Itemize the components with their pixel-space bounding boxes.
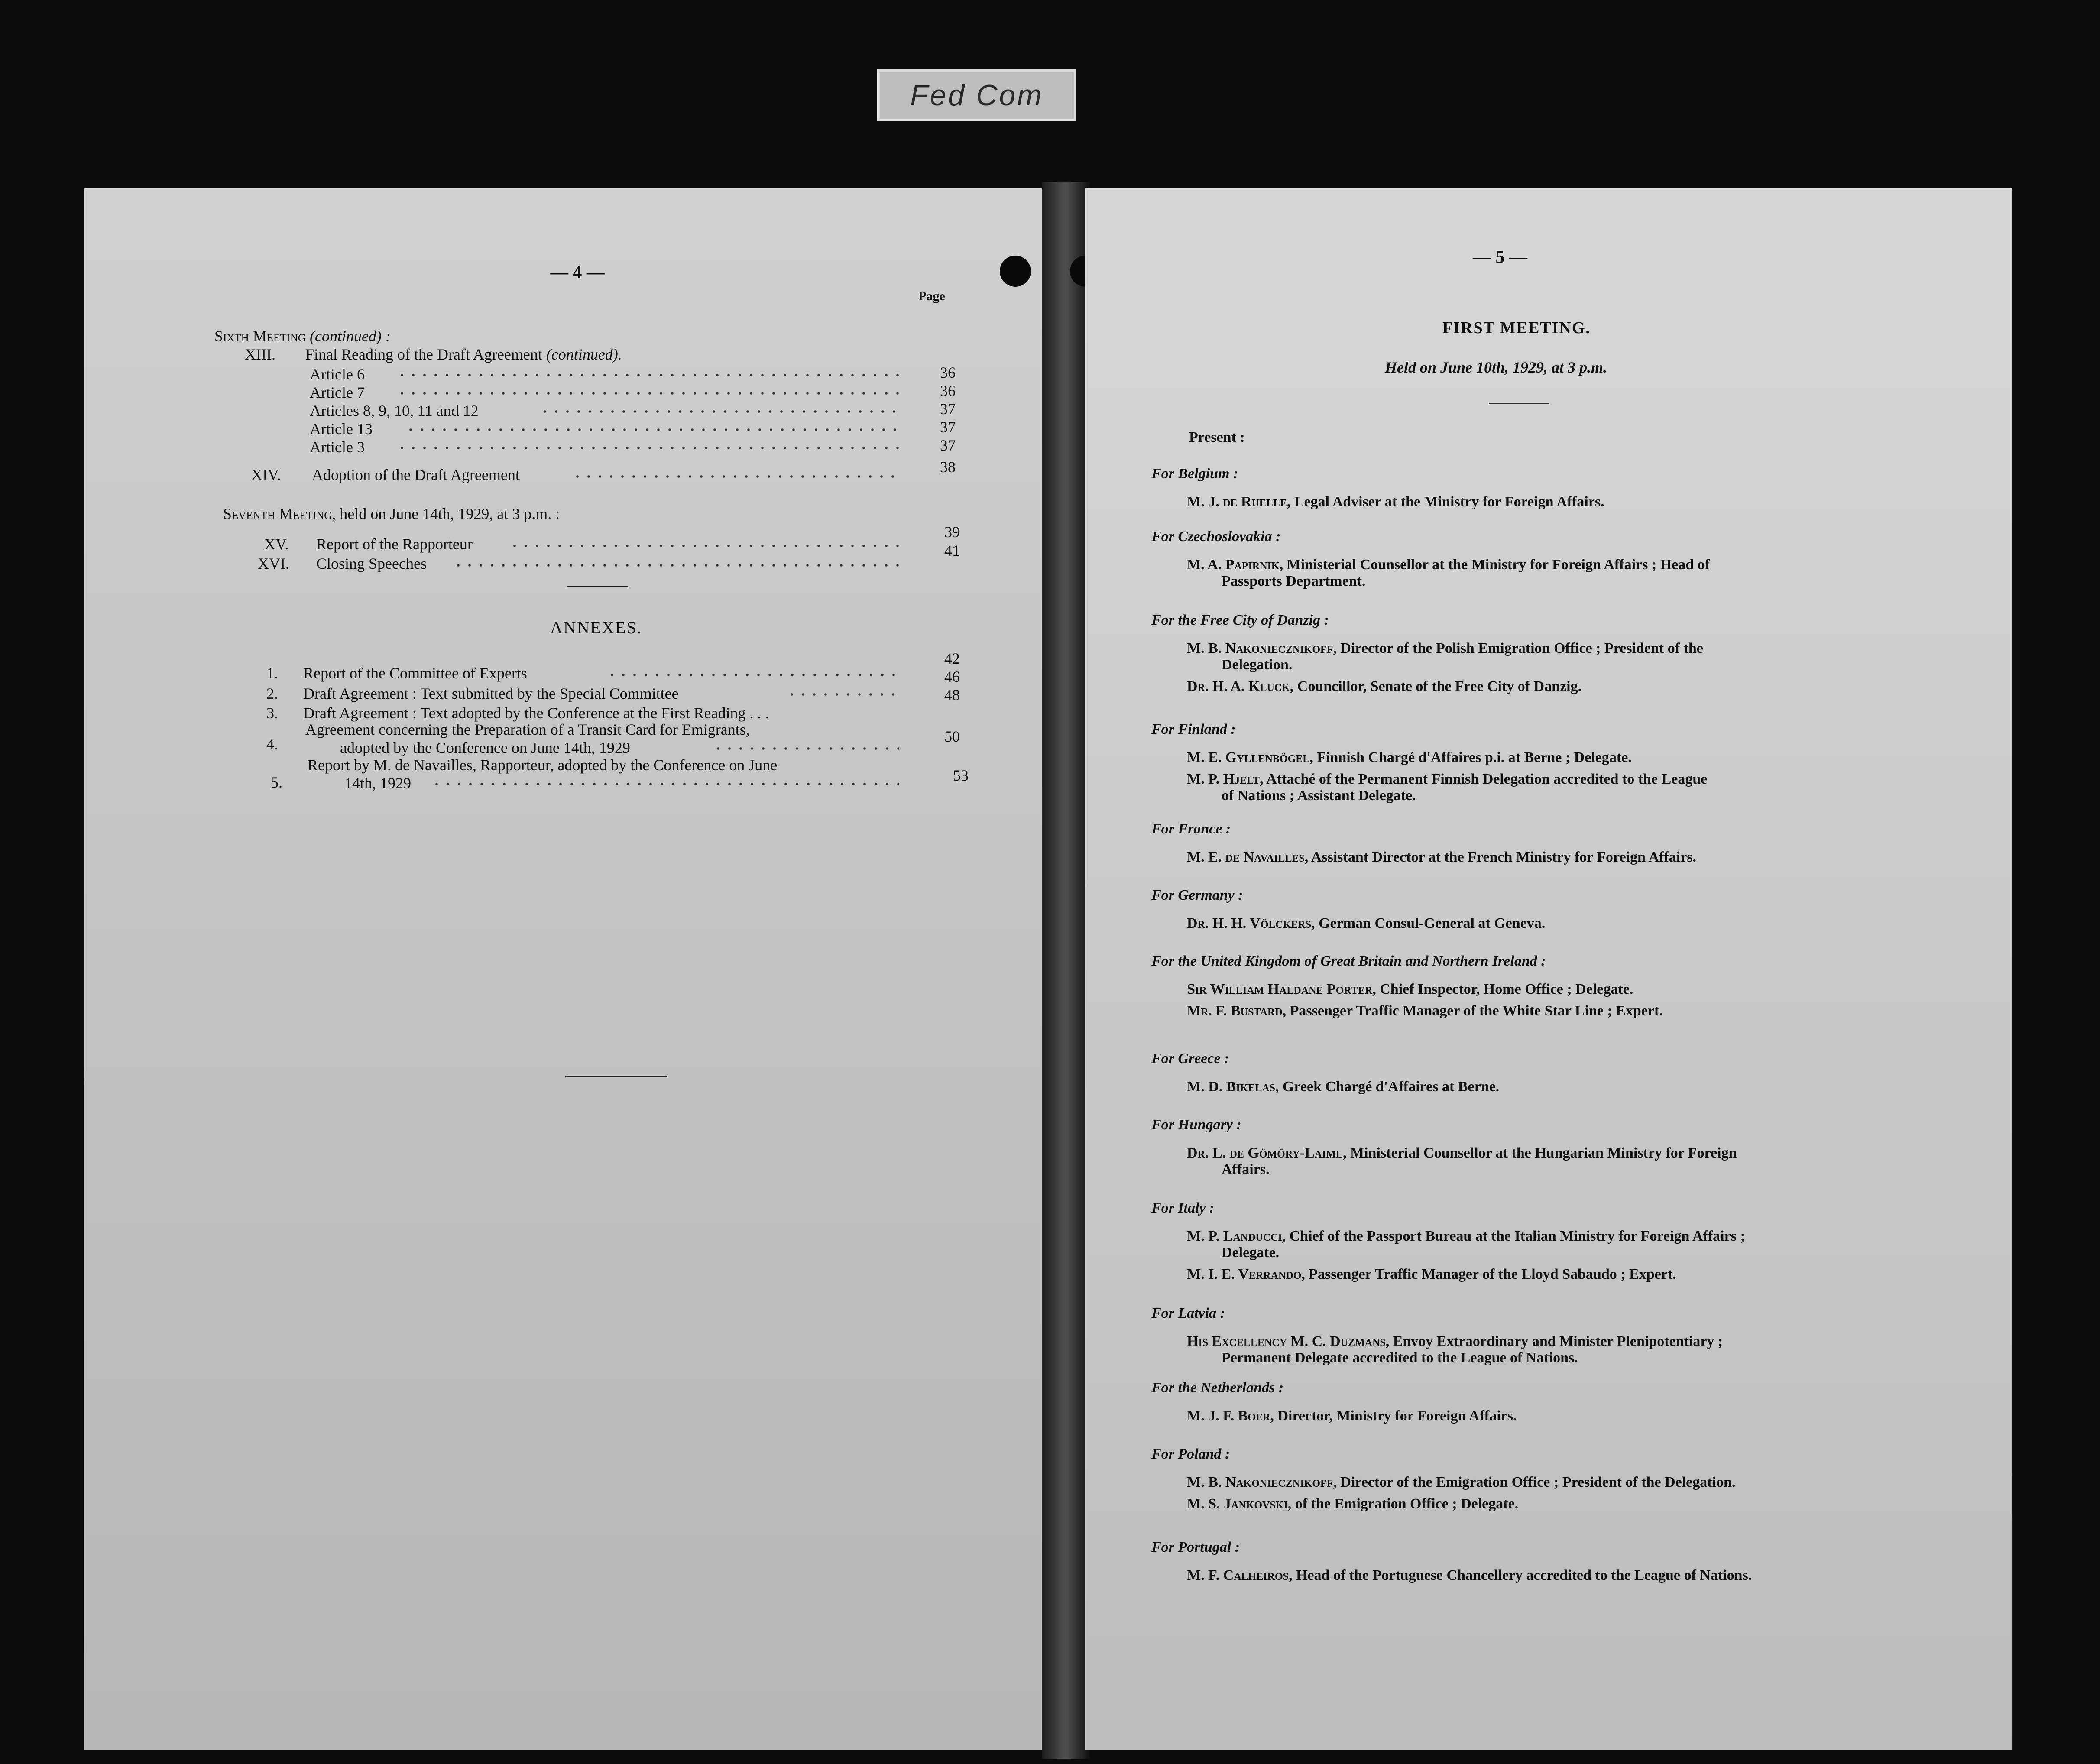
delegate-entry <box>1187 1333 1723 1350</box>
leader-dots <box>539 410 899 413</box>
delegate-title-continued: Delegation. <box>1222 657 1293 673</box>
delegate-title: , Attaché of the Permanent Finnish Delegation accredited to the League <box>1260 771 1708 787</box>
delegate-title: , Director of the Emigration Office ; President of the Delegation. <box>1333 1474 1736 1490</box>
delegate-title: , Passenger Traffic Manager of the Lloyd Sabaudo ; Expert. <box>1301 1266 1676 1282</box>
delegate-entry <box>1187 557 1710 573</box>
delegate-name: His Excellency M. C. Duzmans <box>1187 1333 1386 1349</box>
delegate-title: , Ministerial Counsellor at the Hungarian Ministry for Foreign <box>1343 1145 1737 1161</box>
annexes-heading: ANNEXES. <box>550 618 642 637</box>
leader-dots <box>713 747 899 750</box>
toc-xvi-number: XVI. <box>258 555 289 572</box>
delegate-entry <box>1187 678 1581 695</box>
leader-dots <box>453 564 899 567</box>
annex-title: Draft Agreement : Text adopted by the Conference at the First Reading . . . <box>303 704 769 722</box>
delegation-country: For Portugal : <box>1151 1539 1240 1555</box>
annex-number: 5. <box>271 774 282 791</box>
delegate-entry <box>1187 1145 1737 1161</box>
delegate-name: M. S. Jankovski <box>1187 1496 1288 1512</box>
end-rule <box>565 1076 667 1077</box>
annex-page: 46 <box>944 668 960 685</box>
delegate-name: M. F. Calheiros <box>1187 1567 1289 1583</box>
delegate-title: , Greek Chargé d'Affaires at Berne. <box>1275 1079 1500 1095</box>
delegate-name: M. A. Papirnik <box>1187 557 1280 573</box>
delegate-name: M. B. Nakoniecznikoff <box>1187 640 1333 656</box>
delegation-country: For Belgium : <box>1151 466 1238 482</box>
delegate-name: M. I. E. Verrando <box>1187 1266 1302 1282</box>
leader-dots <box>606 674 899 676</box>
delegate-entry <box>1187 494 1604 510</box>
delegation-country: For France : <box>1151 821 1231 837</box>
meeting-date: Held on June 10th, 1929, at 3 p.m. <box>1385 359 1607 376</box>
toc-xv-title: Report of the Rapporteur <box>316 535 473 553</box>
sixth-meeting-heading: Sixth Meeting (continued) : <box>214 328 391 345</box>
delegation-country: For the United Kingdom of Great Britain and Northern Ireland : <box>1151 953 1546 969</box>
leader-dots <box>396 374 899 376</box>
delegate-title: , Head of the Portuguese Chancellery accredited to the League of Nations. <box>1289 1567 1752 1583</box>
delegate-title: , Envoy Extraordinary and Minister Plenipotentiary ; <box>1385 1333 1723 1349</box>
delegate-name: M. P. Hjelt <box>1187 771 1260 787</box>
toc-xv-number: XV. <box>264 535 289 553</box>
annex-page: 42 <box>944 650 960 667</box>
delegate-name: M. D. Bikelas <box>1187 1079 1276 1095</box>
title-divider <box>1489 403 1549 404</box>
toc-article-page: 36 <box>940 382 956 399</box>
annex-number: 4. <box>266 736 278 753</box>
delegate-name: Dr. L. de Gömöry-Laiml <box>1187 1145 1343 1161</box>
toc-xvi-title: Closing Speeches <box>316 555 427 572</box>
delegate-title: , Chief of the Passport Bureau at the Italian Ministry for Foreign Affairs ; <box>1282 1228 1745 1244</box>
annex-page: 50 <box>944 728 960 745</box>
delegate-title: , Passenger Traffic Manager of the White Star Line ; Expert. <box>1282 1003 1663 1019</box>
meeting-title: FIRST MEETING. <box>1442 319 1591 337</box>
delegate-title-continued: Permanent Delegate accredited to the League of Nations. <box>1222 1350 1578 1366</box>
leader-dots <box>572 475 899 478</box>
toc-article-label: Articles 8, 9, 10, 11 and 12 <box>310 402 479 419</box>
delegate-title-continued: Delegate. <box>1222 1245 1280 1261</box>
toc-article-page: 37 <box>940 418 956 436</box>
delegation-country: For Poland : <box>1151 1446 1230 1462</box>
delegate-entry <box>1187 1228 1745 1245</box>
toc-xiii-number: XIII. <box>245 346 275 363</box>
delegate-entry <box>1187 849 1696 866</box>
delegate-entry <box>1187 1474 1735 1491</box>
delegate-title-continued: of Nations ; Assistant Delegate. <box>1222 788 1416 804</box>
annex-title: Draft Agreement : Text submitted by the Special Committee <box>303 685 679 702</box>
delegation-country: For Latvia : <box>1151 1305 1225 1321</box>
delegate-entry <box>1187 1079 1499 1095</box>
delegation-country: For Hungary : <box>1151 1117 1241 1133</box>
annex-title: Report by M. de Navailles, Rapporteur, adopted by the Conference on June <box>308 756 778 774</box>
page-column-header: Page <box>918 289 945 303</box>
delegate-entry <box>1187 640 1703 657</box>
delegate-title-continued: Passports Department. <box>1222 573 1366 589</box>
toc-article-page: 37 <box>940 437 956 454</box>
binding-hole <box>1000 256 1031 287</box>
delegate-title: , Finnish Chargé d'Affaires p.i. at Berne ; Delegate. <box>1309 749 1632 765</box>
archive-label-tag: Fed Com <box>877 69 1076 121</box>
delegate-title: , Director, Ministry for Foreign Affairs. <box>1270 1408 1517 1424</box>
delegate-title: , German Consul-General at Geneva. <box>1311 915 1546 931</box>
delegation-country: For Finland : <box>1151 721 1236 737</box>
leader-dots <box>396 447 899 449</box>
annex-number: 2. <box>266 685 278 702</box>
annex-title: Report of the Committee of Experts <box>303 665 527 682</box>
delegate-entry <box>1187 1266 1676 1283</box>
left-page <box>84 188 1050 1750</box>
delegate-title: , Assistant Director at the French Ministry for Foreign Affairs. <box>1304 849 1697 865</box>
delegate-entry <box>1187 1408 1517 1424</box>
delegate-name: M. B. Nakoniecznikoff <box>1187 1474 1333 1490</box>
delegate-entry <box>1187 749 1632 766</box>
delegate-name: Mr. F. Bustard <box>1187 1003 1283 1019</box>
delegate-name: Sir William Haldane Porter <box>1187 981 1373 997</box>
right-page-number: — 5 — <box>1473 247 1527 267</box>
delegate-name: M. E. de Navailles <box>1187 849 1305 865</box>
toc-xiv-number: XIV. <box>251 466 281 483</box>
delegate-entry <box>1187 1496 1518 1512</box>
delegate-title: , of the Emigration Office ; Delegate. <box>1287 1496 1519 1512</box>
present-label: Present : <box>1189 429 1245 445</box>
delegate-title: , Ministerial Counsellor at the Ministry for Foreign Affairs ; Head of <box>1279 557 1710 573</box>
toc-xiv-page: 38 <box>940 458 956 476</box>
delegate-title: , Councillor, Senate of the Free City of Danzig. <box>1290 678 1582 694</box>
left-page-number: — 4 — <box>550 263 605 282</box>
delegate-name: M. E. Gyllenbögel <box>1187 749 1310 765</box>
toc-xvi-page: 41 <box>944 542 960 559</box>
delegation-country: For Germany : <box>1151 887 1243 903</box>
leader-dots <box>431 783 899 785</box>
delegate-name: M. J. F. Boer <box>1187 1408 1270 1424</box>
annex-number: 3. <box>266 704 278 722</box>
toc-article-page: 37 <box>940 400 956 418</box>
book-gutter <box>1042 182 1089 1759</box>
delegate-title: , Legal Adviser at the Ministry for Foreign Affairs. <box>1287 494 1604 510</box>
right-page <box>1085 188 2012 1750</box>
delegate-title: , Chief Inspector, Home Office ; Delegate. <box>1372 981 1633 997</box>
delegation-country: For Greece : <box>1151 1051 1229 1067</box>
leader-dots <box>396 392 899 395</box>
leader-dots <box>509 545 899 547</box>
delegate-name: Dr. H. A. Kluck <box>1187 678 1290 694</box>
delegate-entry <box>1187 1003 1663 1019</box>
delegate-title: , Director of the Polish Emigration Office ; President of the <box>1333 640 1703 656</box>
delegate-entry <box>1187 771 1707 788</box>
annex-page: 48 <box>944 686 960 704</box>
annex-page: 53 <box>953 767 969 784</box>
toc-article-label: Article 13 <box>310 420 373 438</box>
leader-dots <box>405 428 899 431</box>
toc-xiv-title: Adoption of the Draft Agreement <box>312 466 520 483</box>
toc-xiii-title: Final Reading of the Draft Agreement (continued). <box>305 346 622 363</box>
delegate-name: Dr. H. H. Völckers <box>1187 915 1312 931</box>
delegate-name: M. P. Landucci <box>1187 1228 1282 1244</box>
seventh-meeting-heading: Seventh Meeting, held on June 14th, 1929, at 3 p.m. : <box>223 505 560 522</box>
delegation-country: For Czechoslovakia : <box>1151 529 1281 545</box>
delegate-name: M. J. de Ruelle <box>1187 494 1287 510</box>
toc-article-label: Article 3 <box>310 438 365 456</box>
annex-title: Agreement concerning the Preparation of a Transit Card for Emigrants, <box>305 721 750 738</box>
delegate-title-continued: Affairs. <box>1222 1161 1270 1177</box>
delegation-country: For Italy : <box>1151 1200 1215 1216</box>
toc-article-label: Article 7 <box>310 384 365 401</box>
delegate-entry <box>1187 1567 1752 1584</box>
toc-article-page: 36 <box>940 364 956 381</box>
delegation-country: For the Free City of Danzig : <box>1151 612 1329 628</box>
annex-number: 1. <box>266 665 278 682</box>
leader-dots <box>786 693 899 696</box>
toc-xv-page: 39 <box>944 523 960 541</box>
delegation-country: For the Netherlands : <box>1151 1380 1284 1396</box>
delegate-entry <box>1187 915 1545 932</box>
toc-article-label: Article 6 <box>310 366 365 383</box>
annex-title-continued: adopted by the Conference on June 14th, 1929 <box>340 739 630 756</box>
delegate-entry <box>1187 981 1633 998</box>
section-divider <box>567 586 628 587</box>
annex-title-continued: 14th, 1929 <box>344 775 412 792</box>
